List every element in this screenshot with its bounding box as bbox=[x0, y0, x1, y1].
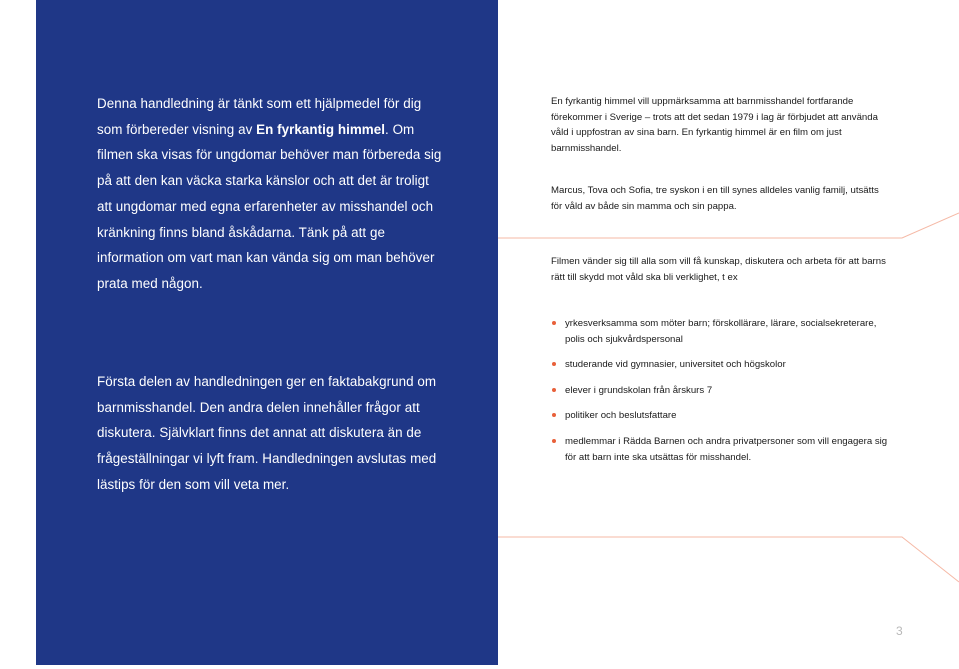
intro-text-start: Denna handledning är tänkt som ett hjälpmedel för dig som förbereder visning av bbox=[97, 96, 422, 137]
list-item bbox=[551, 383, 891, 399]
bullet-dot-icon bbox=[552, 439, 556, 443]
right-paragraph-2 bbox=[551, 183, 891, 214]
page-number: 3 bbox=[896, 624, 903, 638]
audience-list bbox=[551, 316, 891, 475]
list-item bbox=[551, 357, 891, 373]
second-paragraph bbox=[97, 369, 442, 498]
list-item bbox=[551, 408, 891, 424]
bullet-dot-icon bbox=[552, 362, 556, 366]
upper-deco-line bbox=[498, 213, 959, 238]
bullet-dot-icon bbox=[552, 388, 556, 392]
right-paragraph-2-text: Marcus, Tova och Sofia, tre syskon i en till synes alldeles vanlig familj, utsätts för våld av både sin mamma och sin pappa. bbox=[551, 185, 879, 212]
right-paragraph-3-text: Filmen vänder sig till alla som vill få kunskap, diskutera och arbeta för att barns rätt till skydd mot våld ska bli verklighet, t ex bbox=[551, 256, 886, 283]
list-item-text: politiker och beslutsfattare bbox=[565, 410, 677, 422]
film-title: En fyrkantig himmel bbox=[256, 121, 386, 137]
list-item-text: yrkesverksamma som möter barn; förskollärare, lärare, socialsekreterare, polis och sjukvårdspersonal bbox=[565, 318, 877, 345]
lower-deco-line bbox=[498, 537, 959, 582]
right-paragraph-1-text: En fyrkantig himmel vill uppmärksamma att barnmisshandel fortfarande förekommer i Sverige – trots att det sedan 1979 i lag är förbjudet att använda våld i uppfostran av sina barn. En fyrkantig himmel är en film om just barnmisshandel. bbox=[551, 96, 878, 154]
list-item bbox=[551, 434, 891, 465]
bullet-dot-icon bbox=[552, 413, 556, 417]
list-item bbox=[551, 316, 891, 347]
right-paragraph-1 bbox=[551, 94, 891, 156]
list-item-text: elever i grundskolan från årskurs 7 bbox=[565, 384, 713, 396]
list-item-text: studerande vid gymnasier, universitet och högskolor bbox=[565, 359, 786, 371]
bullet-dot-icon bbox=[552, 321, 556, 325]
right-paragraph-3 bbox=[551, 254, 891, 285]
second-paragraph-text: Första delen av handledningen ger en faktabakgrund om barnmisshandel. Den andra delen innehåller frågor att diskutera. Självklart finns det annat att diskutera än de frågeställningar vi lyft fram. Handledningen avslutas med lästips för den som vill veta mer. bbox=[97, 374, 437, 492]
intro-paragraph bbox=[97, 91, 442, 297]
list-item-text: medlemmar i Rädda Barnen och andra privatpersoner som vill engagera sig för att barn inte ska utsättas för misshandel. bbox=[565, 435, 888, 463]
intro-text-end: . Om filmen ska visas för ungdomar behöver man förbereda sig på att den kan väcka starka känslor och att det är troligt att ungdomar med egna erfarenheter av misshandel och kränkning finns bland åskådarna. Tänk på att ge information om vart man kan vända sig om man behöver prata med någon. bbox=[97, 121, 442, 291]
